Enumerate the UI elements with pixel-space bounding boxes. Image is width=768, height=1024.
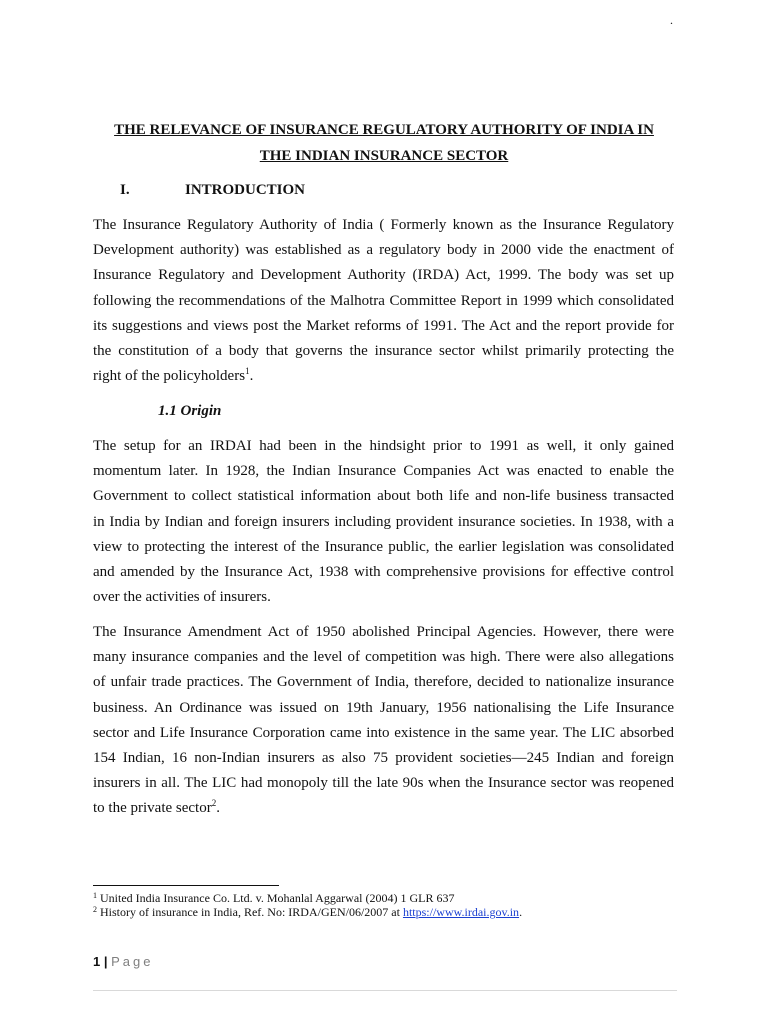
document-title-line-1: THE RELEVANCE OF INSURANCE REGULATORY AUTHORITY OF INDIA IN [114, 122, 654, 138]
page-label: Page [111, 954, 154, 969]
paragraph-line-final [93, 796, 674, 821]
corner-dot: . [670, 13, 673, 27]
amendment-paragraph [93, 620, 674, 822]
section-number: I. [120, 182, 130, 198]
sentence-end: . [249, 368, 254, 385]
section-heading: INTRODUCTION [185, 182, 306, 198]
footnote-1 [93, 891, 454, 905]
paragraph-line: insurers in all. The LIC had monopoly till the late 90s when the Insurance sector was reopened [93, 775, 674, 792]
footnote-number: 1 [93, 891, 97, 900]
page-separator: | [100, 954, 112, 969]
document-title-line-2: THE INDIAN INSURANCE SECTOR [259, 148, 509, 164]
paragraph-line-text: right of the policyholders [93, 368, 246, 385]
page-footer [93, 954, 153, 969]
sentence-end: . [216, 800, 220, 817]
footer-rule [93, 990, 677, 991]
paragraph-line: its suggestions and views post the Market reforms of 1991. The Act and the report provide for [93, 317, 674, 334]
paragraph-line-final [93, 364, 674, 389]
origin-paragraph [93, 434, 674, 610]
paragraph-line: 154 Indian, 16 non-Indian insurers as also 75 provident societies—245 Indian and foreign [93, 750, 674, 767]
paragraph-line: following the recommendations of the Malhotra Committee Report in 1999 which consolidated [93, 292, 674, 309]
footnote-ref-2[interactable]: 2 [211, 798, 217, 809]
paragraph-line: The Insurance Amendment Act of 1950 abolished Principal Agencies. However, there were [93, 624, 674, 640]
paragraph-line: Government to collect statistical information about both life and non-life business transacted [93, 488, 674, 505]
paragraph-line: momentum later. In 1928, the Indian Insurance Companies Act was enacted to enable the [93, 463, 674, 480]
paragraph-line-text: to the private sector [93, 800, 212, 817]
footnote-separator [93, 885, 279, 886]
footnote-2 [93, 905, 522, 919]
footnote-text: History of insurance in India, Ref. No: IRDA/GEN/06/2007 at [97, 905, 403, 919]
footnote-number: 2 [93, 905, 97, 914]
page-number: 1 [93, 954, 101, 969]
paragraph-line-final: over the activities of insurers. [93, 589, 271, 606]
paragraph-line: of unfair trade practices. The Government of India, therefore, decided to nationalize insurance [93, 674, 674, 691]
paragraph-line: and amended by the Insurance Act, 1938 with comprehensive provisions for effective control [93, 564, 674, 581]
paragraph-line: Development authority) was established as a regulatory body in 2000 vide the enactment of [93, 242, 674, 259]
paragraph-line: view to protecting the interest of the Insurance public, the earlier legislation was consolidated [93, 538, 674, 555]
paragraph-line: business. An Ordinance was issued on 19th January, 1956 nationalising the Life Insurance [93, 699, 674, 716]
footnote-ref-1[interactable]: 1 [245, 366, 250, 377]
irdai-website-link[interactable]: https://www.irdai.gov.in [402, 905, 520, 919]
paragraph-line: sector and Life Insurance Corporation came into existence in the same year. The LIC absorbed [93, 724, 674, 741]
footnote-end: . [519, 905, 523, 919]
footnote-text: United India Insurance Co. Ltd. v. Mohanlal Aggarwal (2004) 1 GLR 637 [97, 891, 455, 905]
paragraph-line: The setup for an IRDAI had been in the hindsight prior to 1991 as well, it only gained [93, 438, 674, 454]
paragraph-line: many insurance companies and the level of competition was high. There were also allegations [93, 649, 674, 666]
subsection-heading: 1.1 Origin [158, 403, 222, 419]
paragraph-line: the constitution of a body that governs the insurance sector whilst primarily protecting the [93, 343, 674, 360]
paragraph-line: Insurance Regulatory and Development Authority (IRDA) Act, 1999. The body was set up [93, 267, 674, 284]
intro-paragraph [93, 213, 674, 389]
paragraph-line: The Insurance Regulatory Authority of India ( Formerly known as the Insurance Regulatory [93, 217, 674, 233]
paragraph-line: in India by Indian and foreign insurers including provident insurance societies. In 1938, with a [93, 513, 674, 530]
